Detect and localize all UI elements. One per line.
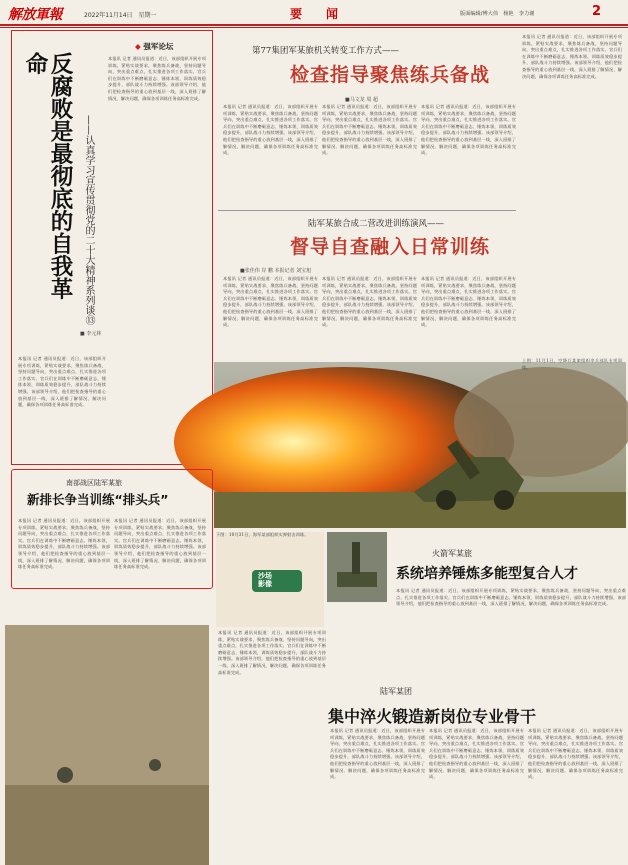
conference-col-2: 本报讯 记者 通讯员报道：近日，该部组织开展专项训练，紧贴实战要求，聚焦练兵备战，坚持问题导向，突出重点难点，扎实推进各项工作落实。官兵们在训练中不断磨砺意志、锤炼本领，训练质效稳步提升，部队战斗力持续增强。该部领导介绍，他们把检查指导的重心放到基层一线，深入班排了解情况、解决问题，确保各项训练任务高标准完成。: [322, 104, 417, 156]
training-kicker: 南部战区陆军某旅: [66, 479, 122, 487]
post-lead-text: 本报讯 记者 通讯员报道：近日，该部组织开展专项训练，紧贴实战要求，聚焦练兵备战，坚持问题导向，突出重点难点，扎实推进各项工作落实。官兵们在训练中不断磨砺意志、锤炼本领，训练质效稳步提升，部队战斗力持续增强。该部领导介绍，他们把检查指导的重心放到基层一线，深入班排了解情况、解决问题，确保各项训练任务高标准完成。: [218, 630, 326, 675]
essay-title[interactable]: 反腐败是最彻底的自我革命: [22, 52, 73, 300]
drill-col-2: 本报讯 记者 通讯员报道：近日，该部组织开展专项训练，紧贴实战要求，聚焦练兵备战，坚持问题导向，突出重点难点，扎实推进各项工作落实。官兵们在训练中不断磨砺意志、锤炼本领，训练质效稳步提升，部队战斗力持续增强。该部领导介绍，他们把检查指导的重心放到基层一线，深入班排了解情况、解决问题，确保各项训练任务高标准完成。: [322, 276, 417, 328]
divider: [218, 210, 516, 211]
drill-kicker: 陆军某旅合成二营改进训练演风——: [308, 219, 445, 229]
post-col-3: 本报讯 记者 通讯员报道：近日，该部组织开展专项训练，紧贴实战要求，聚焦练兵备战，坚持问题导向，突出重点难点，扎实推进各项工作落实。官兵们在训练中不断磨砺意志、锤炼本领，训练质效稳步提升，部队战斗力持续增强。该部领导介绍，他们把检查指导的重心放到基层一线，深入班排了解情况、解决问题，确保各项训练任务高标准完成。: [528, 728, 623, 780]
sand-logo-line1: 沙场: [258, 572, 272, 580]
conference-col-1: 本报讯 记者 通讯员报道：近日，该部组织开展专项训练，紧贴实战要求，聚焦练兵备战，坚持问题导向，突出重点难点，扎实推进各项工作落实。官兵们在训练中不断磨砺意志、锤炼本领，训练质效稳步提升，部队战斗力持续增强。该部领导介绍，他们把检查指导的重心放到基层一线，深入班排了解情况、解决问题，确保各项训练任务高标准完成。: [223, 104, 318, 156]
conference-col-3: 本报讯 记者 通讯员报道：近日，该部组织开展专项训练，紧贴实战要求，聚焦练兵备战，坚持问题导向，突出重点难点，扎实推进各项工作落实。官兵们在训练中不断磨砺意志、锤炼本领，训练质效稳步提升，部队战斗力持续增强。该部领导介绍，他们把检查指导的重心放到基层一线，深入班排了解情况、解决问题，确保各项训练任务高标准完成。: [421, 104, 516, 156]
drill-col-3: 本报讯 记者 通讯员报道：近日，该部组织开展专项训练，紧贴实战要求，聚焦练兵备战，坚持问题导向，突出重点难点，扎实推进各项工作落实。官兵们在训练中不断磨砺意志、锤炼本领，训练质效稳步提升，部队战斗力持续增强。该部领导介绍，他们把检查指导的重心放到基层一线，深入班排了解情况、解决问题，确保各项训练任务高标准完成。: [421, 276, 516, 328]
photo-caption-top: 上图：11月1日，空降兵某旅组织伞兵部队专项训练。: [522, 358, 622, 370]
essay-body-lower: 本报讯 记者 通讯员报道：近日，该部组织开展专项训练，紧贴实战要求，聚焦练兵备战，坚持问题导向，突出重点难点，扎实推进各项工作落实。官兵们在训练中不断磨砺意志、锤炼本领，训练质效稳步提升，部队战斗力持续增强。该部领导介绍，他们把检查指导的重心放到基层一线，深入班排了解情况、解决问题，确保各项训练任务高标准完成。: [18, 356, 106, 408]
training-headline[interactable]: 新排长争当训练“排头兵”: [27, 492, 169, 507]
post-headline[interactable]: 集中淬火锻造新岗位专业骨干: [328, 707, 537, 726]
column-tag-label: 强军论坛: [143, 42, 174, 51]
issue-date: 2022年11月14日 星期一: [84, 12, 157, 19]
field-training-photo: [5, 625, 209, 865]
conference-kicker: 第77集团军某旅机关转变工作方式——: [252, 46, 399, 56]
column-tag: [135, 41, 173, 52]
section-title: 要 闻: [290, 7, 345, 21]
rocket-photo: [327, 532, 387, 602]
conference-headline[interactable]: 检查指导聚焦练兵备战: [289, 64, 490, 86]
header-rule-thin: [0, 27, 628, 28]
rocket-kicker: 火箭军某旅: [432, 549, 472, 558]
page-number: 2: [592, 4, 602, 19]
column-marker-icon: ◆: [135, 42, 141, 51]
training-col-2: 本报讯 记者 通讯员报道：近日，该部组织开展专项训练，紧贴实战要求，聚焦练兵备战，坚持问题导向，突出重点难点，扎实推进各项工作落实。官兵们在训练中不断磨砺意志、锤炼本领，训练质效稳步提升，部队战斗力持续增强。该部领导介绍，他们把检查指导的重心放到基层一线，深入班排了解情况、解决问题，确保各项训练任务高标准完成。: [114, 518, 206, 570]
artillery-photo: [214, 362, 626, 528]
right-column-text: 本报讯 记者 通讯员报道：近日，该部组织开展专项训练，紧贴实战要求，聚焦练兵备战，坚持问题导向，突出重点难点，扎实推进各项工作落实。官兵们在训练中不断磨砺意志、锤炼本领，训练质效稳步提升，部队战斗力持续增强。该部领导介绍，他们把检查指导的重心放到基层一线，深入班排了解情况、解决问题，确保各项训练任务高标准完成。: [522, 34, 622, 79]
editors-line: 版面编辑/傅大伟 杨艳 李力谢: [460, 11, 535, 17]
drill-byline: ■张佳伟 岸 鹏 本报记者 刘宝旭: [240, 268, 312, 274]
training-col-1: 本报讯 记者 通讯员报道：近日，该部组织开展专项训练，紧贴实战要求，聚焦练兵备战，坚持问题导向，突出重点难点，扎实推进各项工作落实。官兵们在训练中不断磨砺意志、锤炼本领，训练质效稳步提升，部队战斗力持续增强。该部领导介绍，他们把检查指导的重心放到基层一线，深入班排了解情况、解决问题，确保各项训练任务高标准完成。: [18, 518, 110, 570]
masthead-logo: 解放軍報: [8, 7, 62, 23]
rocket-body: 本报讯 记者 通讯员报道：近日，该部组织开展专项训练，紧贴实战要求，聚焦练兵备战，坚持问题导向，突出重点难点，扎实推进各项工作落实。官兵们在训练中不断磨砺意志、锤炼本领，训练质效稳步提升，部队战斗力持续增强。该部领导介绍，他们把检查指导的重心放到基层一线，深入班排了解情况、解决问题，确保各项训练任务高标准完成。: [396, 588, 626, 607]
conference-byline: ■马文龙 周 超: [345, 97, 378, 103]
sand-logo-text: [258, 572, 272, 588]
essay-series: ——认真学习宣传贯彻党的二十大精神系列谈⑬: [83, 115, 94, 325]
post-kicker: 陆军某团: [380, 687, 412, 696]
sand-caption-block: 下图：10月31日，海军某部组织实弹射击训练。: [216, 532, 324, 627]
header-rule: [0, 24, 628, 26]
post-col-1: 本报讯 记者 通讯员报道：近日，该部组织开展专项训练，紧贴实战要求，聚焦练兵备战，坚持问题导向，突出重点难点，扎实推进各项工作落实。官兵们在训练中不断磨砺意志、锤炼本领，训练质效稳步提升，部队战斗力持续增强。该部领导介绍，他们把检查指导的重心放到基层一线，深入班排了解情况、解决问题，确保各项训练任务高标准完成。: [330, 728, 425, 780]
rocket-headline[interactable]: 系统培养锤炼多能型复合人才: [396, 566, 578, 582]
drill-headline[interactable]: 督导自查融入日常训练: [289, 236, 490, 258]
post-col-2: 本报讯 记者 通讯员报道：近日，该部组织开展专项训练，紧贴实战要求，聚焦练兵备战，坚持问题导向，突出重点难点，扎实推进各项工作落实。官兵们在训练中不断磨砺意志、锤炼本领，训练质效稳步提升，部队战斗力持续增强。该部领导介绍，他们把检查指导的重心放到基层一线，深入班排了解情况、解决问题，确保各项训练任务高标准完成。: [429, 728, 524, 780]
essay-body: 本报讯 记者 通讯员报道：近日，该部组织开展专项训练，紧贴实战要求，聚焦练兵备战，坚持问题导向，突出重点难点，扎实推进各项工作落实。官兵们在训练中不断磨砺意志、锤炼本领，训练质效稳步提升，部队战斗力持续增强。该部领导介绍，他们把检查指导的重心放到基层一线，深入班排了解情况、解决问题，确保各项训练任务高标准完成。: [108, 56, 206, 101]
drill-col-1: 本报讯 记者 通讯员报道：近日，该部组织开展专项训练，紧贴实战要求，聚焦练兵备战，坚持问题导向，突出重点难点，扎实推进各项工作落实。官兵们在训练中不断磨砺意志、锤炼本领，训练质效稳步提升，部队战斗力持续增强。该部领导介绍，他们把检查指导的重心放到基层一线，深入班排了解情况、解决问题，确保各项训练任务高标准完成。: [223, 276, 318, 328]
essay-author: ■ 李元林: [80, 331, 102, 337]
sand-logo-line2: 影像: [258, 580, 272, 588]
